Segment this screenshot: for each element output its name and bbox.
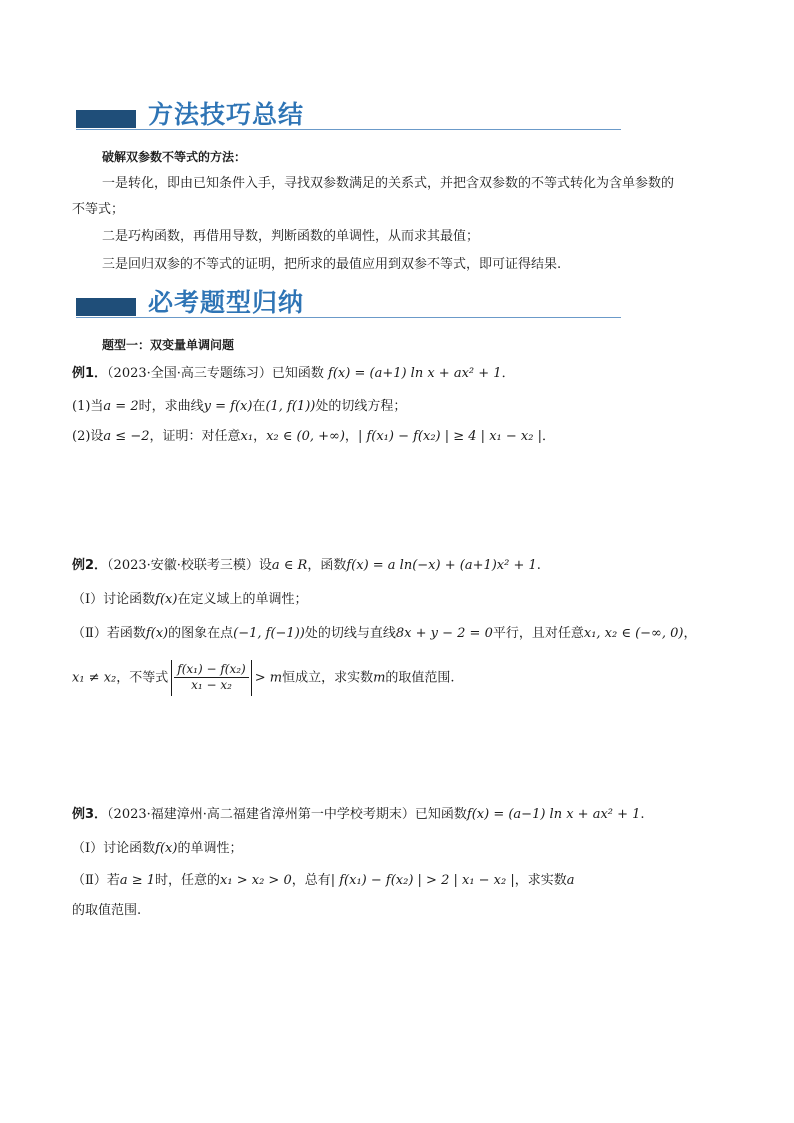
question-type-1: 题型一：双变量单调问题 bbox=[102, 338, 235, 352]
method-paragraph-2: 二是巧构函数，再借用导数，判断函数的单调性，从而求其最值； bbox=[102, 229, 480, 244]
question-text: 处的切线方程； bbox=[315, 399, 407, 414]
example-2-question-1 bbox=[72, 591, 307, 609]
question-text: ，总有 bbox=[291, 873, 331, 888]
fraction-numerator: f(x₁) − f(x₂) bbox=[174, 662, 248, 678]
question-text: 在 bbox=[252, 399, 266, 414]
question-text: 时，求曲线 bbox=[138, 399, 204, 414]
method-paragraph-1a: 一是转化，即由已知条件入手，寻找双参数满足的关系式，并把含双参数的不等式转化为含单参数的 bbox=[102, 176, 675, 191]
math-domain: x₁, x₂ ∈ (−∞, 0) bbox=[583, 626, 684, 641]
example-2-question-2 bbox=[72, 625, 697, 643]
math-line: 8x + y − 2 = 0 bbox=[395, 626, 493, 641]
question-text: 时，任意的 bbox=[155, 873, 221, 888]
question-text: 平行，且对任意 bbox=[492, 626, 584, 641]
example-1-question-2 bbox=[72, 428, 555, 446]
math-inequality: | f(x₁) − f(x₂) | > 2 | x₁ − x₂ | bbox=[330, 873, 515, 888]
example-label: 例2． bbox=[72, 558, 108, 573]
punctuation: ． bbox=[501, 366, 515, 381]
method-paragraph-3: 三是回归双参的不等式的证明，把所求的最值应用到双参不等式，即可证得结果. bbox=[102, 257, 562, 272]
punctuation: ． bbox=[541, 429, 555, 444]
header-bar-decoration bbox=[76, 298, 138, 316]
math-var: m bbox=[373, 670, 386, 686]
math-condition: x₁ > x₂ > 0 bbox=[220, 873, 292, 888]
function-formula: f(x) = (a+1) ln x + ax² + 1 bbox=[328, 366, 502, 381]
punctuation: . bbox=[640, 807, 645, 822]
math-func: f(x) bbox=[155, 841, 178, 856]
math-domain: x₂ ∈ (0, +∞) bbox=[266, 429, 345, 444]
math-point: (1, f(1)) bbox=[265, 399, 316, 414]
question-text: 的图象在点 bbox=[168, 626, 234, 641]
example-label: 例1． bbox=[72, 366, 108, 381]
math-inequality: > m bbox=[254, 670, 283, 686]
question-text: 的单调性； bbox=[177, 841, 243, 856]
question-text: 的取值范围. bbox=[385, 670, 455, 686]
function-formula: f(x) = (a−1) ln x + ax² + 1 bbox=[466, 807, 641, 822]
section-header-method bbox=[76, 98, 621, 132]
question-text: ，函数 bbox=[307, 558, 347, 573]
fraction-denominator: x₁ − x₂ bbox=[191, 678, 232, 692]
math-condition: a = 2 bbox=[103, 399, 139, 414]
math-func: f(x) bbox=[155, 592, 178, 607]
math-condition: a ∈ R bbox=[271, 558, 308, 573]
math-condition: a ≥ 1 bbox=[119, 873, 156, 888]
example-3-stem bbox=[72, 806, 645, 824]
fraction bbox=[174, 662, 248, 693]
question-text: 在定义域上的单调性； bbox=[177, 592, 308, 607]
example-1-question-1 bbox=[72, 398, 406, 416]
question-text: ，不等式 bbox=[116, 670, 169, 686]
punctuation: ， bbox=[253, 429, 267, 444]
question-prefix: （Ⅰ）讨论函数 bbox=[72, 592, 156, 607]
section-title: 必考题型归纳 bbox=[136, 289, 308, 317]
punctuation: ， bbox=[683, 626, 697, 641]
header-rule bbox=[76, 317, 621, 318]
question-text: ，证明：对任意 bbox=[149, 429, 241, 444]
math-condition: x₁ ≠ x₂ bbox=[72, 670, 117, 686]
method-heading: 破解双参数不等式的方法： bbox=[102, 150, 247, 164]
method-paragraph-1b: 不等式； bbox=[72, 202, 125, 217]
math-var: x₁ bbox=[240, 429, 254, 444]
example-2-question-2-cont bbox=[72, 660, 455, 697]
punctuation: ， bbox=[344, 429, 358, 444]
math-var: a bbox=[566, 873, 575, 888]
section-header-types bbox=[76, 286, 621, 320]
example-source: （2023·安徽·校联考三模）设 bbox=[107, 558, 272, 573]
question-prefix: (2)设 bbox=[72, 429, 104, 444]
abs-fraction bbox=[171, 660, 251, 696]
example-label: 例3． bbox=[72, 807, 108, 822]
math-point: (−1, f(−1)) bbox=[233, 626, 305, 641]
question-text: ，求实数 bbox=[514, 873, 567, 888]
question-prefix: （Ⅱ）若 bbox=[72, 873, 120, 888]
header-rule bbox=[76, 129, 621, 130]
function-formula: f(x) = a ln(−x) + (a+1)x² + 1 bbox=[346, 558, 537, 573]
example-3-question-2 bbox=[72, 872, 575, 890]
question-text: 恒成立，求实数 bbox=[282, 670, 374, 686]
example-source: （2023·福建漳州·高二福建省漳州第一中学校考期末）已知函数 bbox=[107, 807, 467, 822]
question-prefix: (1)当 bbox=[72, 399, 104, 414]
header-bar-decoration bbox=[76, 110, 138, 128]
punctuation: . bbox=[536, 558, 541, 573]
question-prefix: （Ⅰ）讨论函数 bbox=[72, 841, 156, 856]
math-func: f(x) bbox=[145, 626, 169, 641]
example-3-question-2-cont: 的取值范围. bbox=[72, 903, 142, 918]
example-3-question-1 bbox=[72, 840, 242, 858]
example-1-stem bbox=[72, 365, 515, 383]
example-source: （2023·全国·高三专题练习）已知函数 bbox=[107, 366, 324, 381]
example-2-stem bbox=[72, 557, 541, 575]
question-prefix: （Ⅱ）若函数 bbox=[72, 626, 146, 641]
math-inequality: | f(x₁) − f(x₂) | ≥ 4 | x₁ − x₂ | bbox=[357, 429, 542, 444]
section-title: 方法技巧总结 bbox=[136, 101, 308, 129]
math-curve: y = f(x) bbox=[203, 399, 253, 414]
math-condition: a ≤ −2 bbox=[103, 429, 150, 444]
question-text: 处的切线与直线 bbox=[304, 626, 396, 641]
